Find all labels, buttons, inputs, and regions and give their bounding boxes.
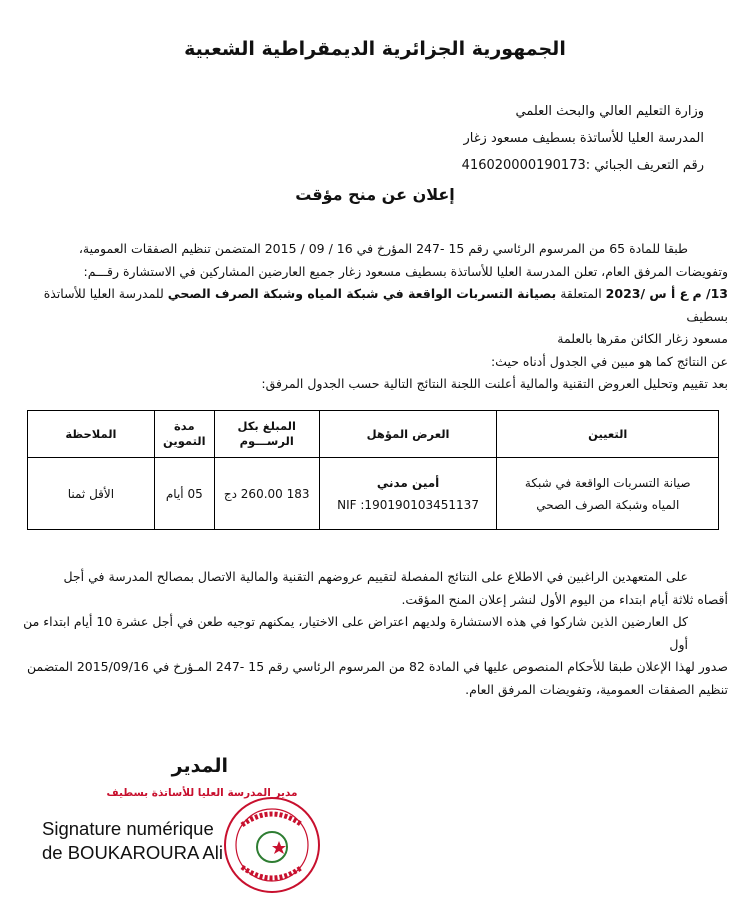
official-seal-icon: [222, 795, 322, 895]
closing-text: [16, 566, 728, 701]
school-name: المدرسة العليا للأساتذة بسطيف مسعود زغار: [463, 131, 704, 146]
closing-line: على المتعهدين الراغبين في الاطلاع على النتائج المفصلة لتقييم عروضهم التقنية والمالية الاتصال بمصالح المدرسة في أجل: [63, 569, 688, 584]
results-table: [27, 410, 719, 530]
cell-amount: 183 260.00 دج: [214, 458, 319, 530]
intro-text: [16, 238, 728, 396]
bidder-nif: NIF :190190103451137: [337, 497, 479, 512]
republic-title: الجمهورية الجزائرية الديمقراطية الشعبية: [184, 38, 566, 60]
digital-signature: [42, 817, 223, 865]
cell-designation: صيانة التسربات الواقعة في شبكة المياه وشبكة الصرف الصحي: [497, 458, 719, 530]
consultation-subject: بصيانة التسربات الواقعة في شبكة المياه وشبكة الصرف الصحي: [167, 286, 557, 301]
closing-line: صدور لهذا الإعلان طبقا للأحكام المنصوص عليها في المادة 82 من المرسوم الرئاسي رقم 15 -247 المـؤرخ في 2015/09/16 المتضمن: [26, 659, 728, 674]
intro-line: بعد تقييم وتحليل العروض التقنية والمالية أعلنت اللجنة النتائج التالية حسب الجدول المرفق:: [261, 376, 728, 391]
closing-line: كل العارضين الذين شاركوا في هذه الاستشارة ولديهم اعتراض على الاختيار، يمكنهم توجيه طعن في أجل عشرة 10 أيام ابتداء من أول: [23, 614, 688, 652]
intro-line: مسعود زغار الكائن مقرها بالعلمة: [557, 331, 728, 346]
tax-id: رقم التعريف الجبائي :416020000190173: [461, 158, 704, 173]
intro-line: 13/ م ع أ س /2023 المتعلقة بصيانة التسربات الواقعة في شبكة المياه وشبكة الصرف الصحي للمدرسة العليا للأساتذة بسطيف: [43, 286, 728, 324]
intro-line: عن النتائج كما هو مبين في الجدول أدناه حيث:: [490, 353, 728, 369]
col-duration: مدة التموين: [154, 411, 214, 458]
intro-line: وتفويضات المرفق العام، تعلن المدرسة العليا للأساتذة بسطيف مسعود زغار جميع العارضين المشاركين في الاستشارة رقـــم:: [83, 263, 728, 279]
director-title: المدير: [171, 755, 228, 777]
col-notes: الملاحظة: [28, 411, 155, 458]
signature-line: de BOUKAROURA Ali: [42, 842, 223, 863]
cell-bidder: أمين مدني NIF :190190103451137: [319, 458, 497, 530]
closing-line: أقصاه ثلاثة أيام ابتداء من اليوم الأول لنشر إعلان المنح المؤقت.: [401, 591, 728, 607]
stamp-line: مدير المدرسة العليا للأساتذة بسطيف: [106, 787, 298, 799]
announcement-heading: إعلان عن منح مؤقت: [295, 185, 455, 204]
closing-line: تنظيم الصفقات العمومية، وتفويضات المرفق العام.: [465, 681, 728, 697]
col-designation: التعيين: [497, 411, 719, 458]
table-header-row: [28, 411, 719, 458]
issuer-block: [462, 98, 704, 179]
consultation-ref: 13/ م ع أ س /2023: [605, 286, 728, 301]
col-bidder: العرض المؤهل: [319, 411, 497, 458]
col-amount: المبلغ بكل الرســـوم: [214, 411, 319, 458]
cell-notes: الأقل ثمنا: [28, 458, 155, 530]
cell-duration: 05 أيام: [154, 458, 214, 530]
signature-line: Signature numérique: [42, 818, 214, 839]
intro-line: طبقا للمادة 65 من المرسوم الرئاسي رقم 15 -247 المؤرخ في 16 / 09 / 2015 المتضمن تنظيم الصفقات العمومية،: [78, 241, 688, 256]
ministry-name: وزارة التعليم العالي والبحث العلمي: [515, 104, 704, 119]
table-row: [28, 458, 719, 530]
